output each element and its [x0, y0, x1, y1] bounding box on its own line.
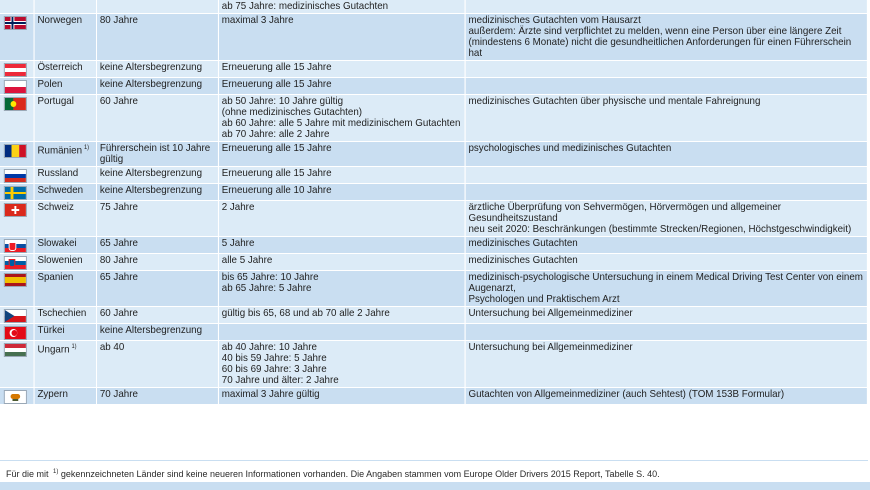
table-row [0, 388, 867, 405]
age-cell [96, 142, 218, 167]
renewal-cell [218, 61, 465, 78]
requirement-cell-text: Untersuchung bei Allgemeinmediziner [468, 342, 633, 353]
age-cell-text: keine Altersbegrenzung [99, 325, 203, 336]
bottom-band [0, 482, 870, 490]
renewal-cell-text: ab 75 Jahre: medizinisches Gutachten [221, 1, 389, 12]
renewal-cell-text: maximal 3 Jahre [221, 15, 294, 26]
table-row [0, 14, 867, 61]
table-row [0, 254, 867, 271]
age-cell [96, 61, 218, 78]
country-name: Spanien [37, 272, 74, 283]
requirement-cell [465, 167, 867, 184]
flag-austria-icon [4, 63, 27, 77]
flag-cell [0, 388, 34, 405]
age-cell-text: 60 Jahre [99, 308, 138, 319]
age-cell-text: 65 Jahre [99, 238, 138, 249]
flag-sweden-icon [4, 186, 27, 200]
renewal-cell [218, 142, 465, 167]
country-name: Russland [37, 168, 79, 179]
age-cell-text: ab 40 [99, 342, 125, 353]
flag-spain-icon [4, 273, 27, 287]
requirement-cell [465, 254, 867, 271]
country-name: Schweden [37, 185, 84, 196]
table-row [0, 271, 867, 307]
age-cell-text: keine Altersbegrenzung [99, 168, 203, 179]
renewal-cell-text: ab 40 Jahre: 10 Jahre 40 bis 59 Jahre: 5 Jahre 60 bis 69 Jahre: 3 Jahre 70 Jahre und älter: 2 Jahre [221, 342, 339, 386]
flag-cell [0, 167, 34, 184]
footnote-marker: 1) [71, 344, 77, 350]
requirement-cell [465, 388, 867, 405]
country-cell [34, 167, 96, 184]
renewal-cell-text: 2 Jahre [221, 202, 255, 213]
table-row [0, 341, 867, 388]
requirement-cell [465, 324, 867, 341]
renewal-cell-text: ab 50 Jahre: 10 Jahre gültig (ohne medizinisches Gutachten) ab 60 Jahre: alle 5 Jahre mit medizinischem Gutachten ab 70 Jahre: alle 2 Jahre [221, 96, 461, 140]
renewal-cell [218, 0, 465, 14]
flag-cell [0, 201, 34, 237]
footnote-prefix: Für die mit [6, 469, 49, 479]
flag-cell [0, 307, 34, 324]
age-cell-text: Führerschein ist 10 Jahre gültig [99, 143, 211, 165]
flag-poland-icon [4, 80, 27, 94]
requirement-cell [465, 78, 867, 95]
flag-russia-icon [4, 169, 27, 183]
age-cell [96, 184, 218, 201]
renewal-cell [218, 184, 465, 201]
renewal-cell [218, 254, 465, 271]
renewal-cell [218, 14, 465, 61]
country-cell [34, 254, 96, 271]
age-cell [96, 254, 218, 271]
requirement-cell [465, 237, 867, 254]
requirement-cell-text: psychologisches und medizinisches Gutachten [468, 143, 672, 154]
requirement-cell [465, 14, 867, 61]
flag-slovakia-icon [4, 239, 27, 253]
requirement-cell [465, 0, 867, 14]
table-row [0, 237, 867, 254]
requirement-cell [465, 61, 867, 78]
table-row [0, 0, 867, 14]
renewal-cell [218, 388, 465, 405]
age-cell [96, 271, 218, 307]
country-name: Zypern [37, 389, 68, 400]
renewal-cell-text: alle 5 Jahre [221, 255, 273, 266]
table-row [0, 167, 867, 184]
age-cell-text: 75 Jahre [99, 202, 138, 213]
age-cell [96, 167, 218, 184]
country-name: Ungarn [37, 344, 70, 356]
flag-cell [0, 324, 34, 341]
flag-cyprus-icon [4, 390, 27, 404]
requirement-cell-text: Gutachten von Allgemeinmediziner (auch Sehtest) (TOM 153B Formular) [468, 389, 785, 400]
renewal-cell [218, 95, 465, 142]
country-cell [34, 184, 96, 201]
age-cell-text: 60 Jahre [99, 96, 138, 107]
age-cell [96, 388, 218, 405]
age-cell-text: 80 Jahre [99, 15, 138, 26]
country-cell [34, 78, 96, 95]
table-row [0, 201, 867, 237]
country-cell [34, 388, 96, 405]
renewal-cell [218, 78, 465, 95]
flag-cell [0, 61, 34, 78]
renewal-cell-text: gültig bis 65, 68 und ab 70 alle 2 Jahre [221, 308, 390, 319]
country-cell [34, 307, 96, 324]
flag-norway-icon [4, 16, 27, 30]
flag-cell [0, 95, 34, 142]
table-row [0, 184, 867, 201]
requirement-cell-text: medizinisches Gutachten vom Hausarzt außerdem: Ärzte sind verpflichtet zu melden, wenn eine Person über eine längere Zeit (mindestens 6 Monate) nicht die gesundheitlichen Anforderungen für einen Führerschein hat [468, 15, 852, 59]
age-cell [96, 237, 218, 254]
country-name: Norwegen [37, 15, 83, 26]
renewal-cell [218, 341, 465, 388]
flag-czech-icon [4, 309, 27, 323]
requirement-cell [465, 184, 867, 201]
country-name: Tschechien [37, 308, 87, 319]
renewal-cell [218, 271, 465, 307]
age-cell [96, 341, 218, 388]
requirement-cell-text: medizinisch-psychologische Untersuchung in einem Medical Driving Test Center von einem Augenarzt, Psychologen und Praktischem Arzt [468, 272, 863, 305]
country-cell [34, 142, 96, 167]
age-cell [96, 324, 218, 341]
flag-cell [0, 271, 34, 307]
country-cell [34, 14, 96, 61]
age-cell-text: 65 Jahre [99, 272, 138, 283]
requirement-cell [465, 95, 867, 142]
country-name: Polen [37, 79, 63, 90]
renewal-cell-text: Erneuerung alle 15 Jahre [221, 143, 332, 154]
table-row [0, 95, 867, 142]
renewal-cell-text: Erneuerung alle 15 Jahre [221, 79, 332, 90]
requirement-cell [465, 307, 867, 324]
renewal-cell [218, 307, 465, 324]
age-cell [96, 0, 218, 14]
country-cell [34, 0, 96, 14]
flag-cell [0, 0, 34, 14]
country-name: Schweiz [37, 202, 74, 213]
age-cell [96, 95, 218, 142]
country-cell [34, 237, 96, 254]
renewal-cell-text: maximal 3 Jahre gültig [221, 389, 320, 400]
country-cell [34, 95, 96, 142]
flag-cell [0, 14, 34, 61]
table-row [0, 307, 867, 324]
country-cell [34, 341, 96, 388]
table-row [0, 61, 867, 78]
table-footnote [0, 460, 868, 482]
requirement-cell [465, 341, 867, 388]
flag-cell [0, 78, 34, 95]
age-cell-text: 70 Jahre [99, 389, 138, 400]
country-name: Österreich [37, 62, 83, 73]
country-cell [34, 324, 96, 341]
requirement-cell [465, 142, 867, 167]
footnote-text: gekennzeichneten Länder sind keine neueren Informationen vorhanden. Die Angaben stammen vom Europe Older Drivers 2015 Report, Tabelle S. 40. [60, 469, 660, 479]
country-cell [34, 61, 96, 78]
age-cell [96, 78, 218, 95]
flag-cell [0, 254, 34, 271]
table-row [0, 324, 867, 341]
country-name: Türkei [37, 325, 65, 336]
footnote-marker: 1) [53, 469, 59, 475]
renewal-cell-text: 5 Jahre [221, 238, 255, 249]
renewal-cell [218, 167, 465, 184]
table-row [0, 142, 867, 167]
flag-portugal-icon [4, 97, 27, 111]
country-name: Rumänien [37, 145, 83, 157]
requirement-cell [465, 271, 867, 307]
flag-switzerland-icon [4, 203, 27, 217]
flag-romania-icon [4, 144, 27, 158]
renewal-cell-text: Erneuerung alle 10 Jahre [221, 185, 332, 196]
age-cell-text: keine Altersbegrenzung [99, 79, 203, 90]
renewal-cell-text: bis 65 Jahre: 10 Jahre ab 65 Jahre: 5 Jahre [221, 272, 319, 294]
age-cell-text: keine Altersbegrenzung [99, 62, 203, 73]
renewal-cell [218, 324, 465, 341]
renewal-cell [218, 201, 465, 237]
flag-cell [0, 184, 34, 201]
age-cell [96, 201, 218, 237]
requirement-cell-text: Untersuchung bei Allgemeinmediziner [468, 308, 633, 319]
requirement-cell-text: ärztliche Überprüfung von Sehvermögen, Hörvermögen und allgemeiner Gesundheitszustand neu seit 2020: Beschränkungen (bestimmte Strecken/Regionen, Höchstgeschwindigkeit) [468, 202, 852, 235]
renewal-cell-text: Erneuerung alle 15 Jahre [221, 62, 332, 73]
requirement-cell [465, 201, 867, 237]
age-cell-text: 80 Jahre [99, 255, 138, 266]
footnote-marker: 1) [83, 145, 90, 151]
flag-cell [0, 142, 34, 167]
requirement-cell-text: medizinisches Gutachten über physische und mentale Fahreignung [468, 96, 761, 107]
flag-cell [0, 341, 34, 388]
age-cell-text: keine Altersbegrenzung [99, 185, 203, 196]
country-name: Slowakei [37, 238, 77, 249]
flag-cell [0, 237, 34, 254]
table-row [0, 78, 867, 95]
requirement-cell-text: medizinisches Gutachten [468, 238, 578, 249]
renewal-cell-text: Erneuerung alle 15 Jahre [221, 168, 332, 179]
country-cell [34, 201, 96, 237]
flag-slovenia-icon [4, 256, 27, 270]
flag-turkey-icon [4, 326, 27, 340]
age-cell [96, 14, 218, 61]
country-name: Portugal [37, 96, 74, 107]
flag-hungary-icon [4, 343, 27, 357]
renewal-cell [218, 237, 465, 254]
age-cell [96, 307, 218, 324]
country-name: Slowenien [37, 255, 83, 266]
country-cell [34, 271, 96, 307]
requirement-cell-text: medizinisches Gutachten [468, 255, 578, 266]
